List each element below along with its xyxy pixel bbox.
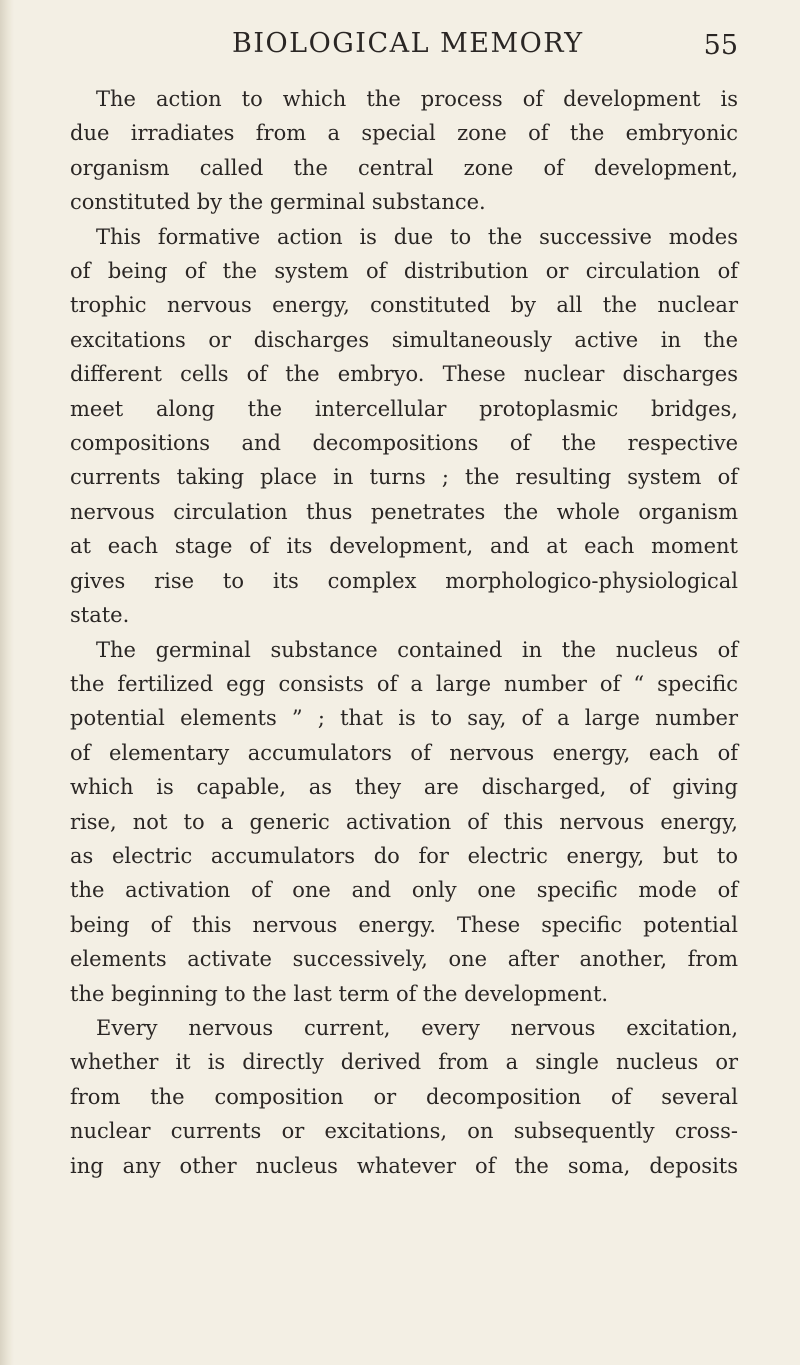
text-line: nervous circulation thus penetrates the whole organism [70, 499, 738, 524]
body-text [70, 82, 738, 1183]
text-line: being of this nervous energy. These specific potential [70, 912, 738, 937]
text-line: Every nervous current, every nervous excitation, [96, 1015, 738, 1040]
text-line: the activation of one and only one specific mode of [70, 878, 738, 903]
text-line: currents taking place in turns ; the resulting system of [70, 465, 738, 490]
text-line: The germinal substance contained in the nucleus of [96, 637, 738, 662]
text-line: elements activate successively, one after another, from [70, 947, 738, 972]
running-head: BIOLOGICAL MEMORY [232, 28, 584, 59]
text-line: which is capable, as they are discharged, of giving [70, 775, 738, 800]
text-line: rise, not to a generic activation of this nervous energy, [70, 809, 738, 834]
page-number: 55 [703, 30, 738, 61]
text-line: from the composition or decomposition of several [70, 1084, 738, 1109]
text-line: different cells of the embryo. These nuclear discharges [70, 362, 738, 387]
page-header [70, 28, 738, 68]
text-line: nuclear currents or excitations, on subsequently cross- [70, 1119, 738, 1144]
text-line: potential elements ” ; that is to say, of a large number [70, 706, 738, 731]
text-line: whether it is directly derived from a single nucleus or [70, 1050, 738, 1075]
text-line: ing any other nucleus whatever of the soma, deposits [70, 1153, 738, 1178]
text-line: the fertilized egg consists of a large number of “ specific [70, 671, 738, 696]
text-line: at each stage of its development, and at each moment [70, 534, 738, 559]
text-line: trophic nervous energy, constituted by all the nuclear [70, 293, 738, 318]
text-line: the beginning to the last term of the development. [70, 981, 609, 1006]
text-line: as electric accumulators do for electric energy, but to [70, 843, 738, 868]
text-line: due irradiates from a special zone of the embryonic [70, 121, 738, 146]
text-line: The action to which the process of development is [96, 87, 738, 111]
text-line: excitations or discharges simultaneously active in the [70, 327, 738, 352]
text-line: organism called the central zone of development, [70, 155, 738, 180]
text-line: constituted by the germinal substance. [70, 190, 486, 215]
page-edge-shadow [0, 0, 14, 1365]
text-line: meet along the intercellular protoplasmic bridges, [70, 396, 738, 421]
text-line: compositions and decompositions of the respective [70, 431, 738, 456]
text-line: of elementary accumulators of nervous energy, each of [70, 740, 738, 765]
text-line: gives rise to its complex morphologico-physiological [70, 568, 738, 593]
text-line: This formative action is due to the successive modes [96, 224, 738, 249]
text-line: state. [70, 603, 130, 628]
text-line: of being of the system of distribution or circulation of [70, 259, 738, 284]
